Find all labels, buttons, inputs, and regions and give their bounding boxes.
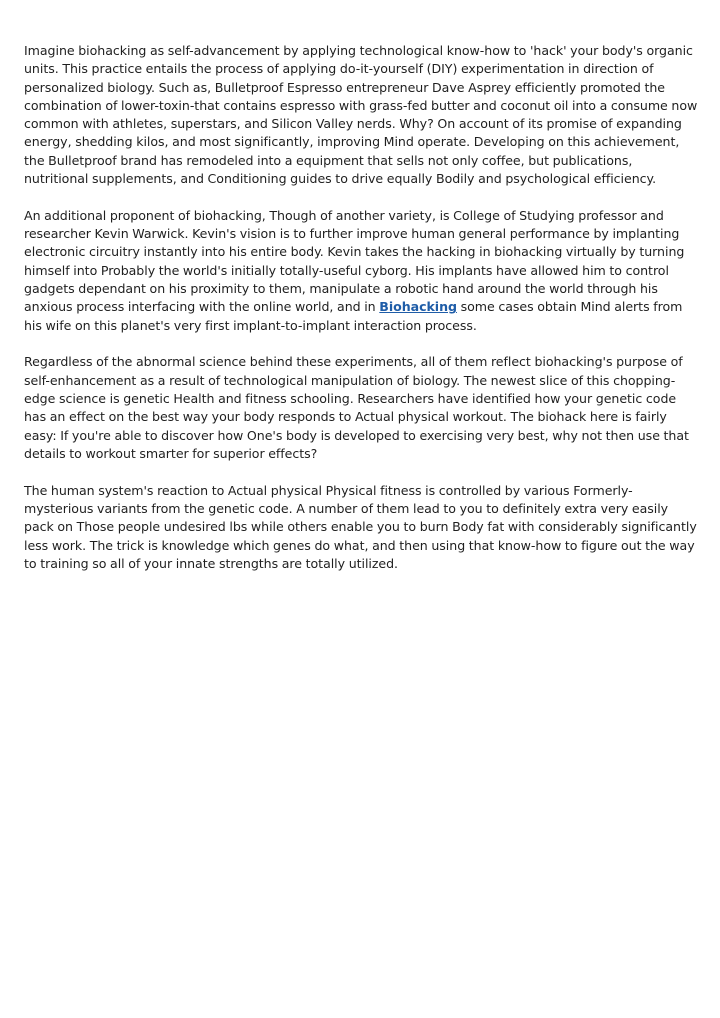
paragraph-2-text-after: some cases obtain Mind alerts from his wife on this planet's very first implant-to-implant interaction process.	[24, 299, 683, 333]
paragraph-1: Imagine biohacking as self-advancement by applying technological know-how to 'hack' your body's organic units. This practice entails the process of applying do-it-yourself (DIY) experimentation in direction of personalized biology. Such as, Bulletproof Espresso entrepreneur Dave Asprey efficiently promoted the combination of lower-toxin-that contains espresso with grass-fed butter and coconut oil into a consume now common with athletes, superstars, and Silicon Valley nerds. Why? On account of its promise of expanding energy, shedding kilos, and most significantly, improving Mind operate. Developing on this achievement, the Bulletproof brand has remodeled into a equipment that sells not only coffee, but publications, nutritional supplements, and Conditioning guides to drive equally Bodily and psychological efficiency.	[24, 43, 698, 187]
paragraph-3: Regardless of the abnormal science behind these experiments, all of them reflect biohacking's purpose of self-enhancement as a result of technological manipulation of biology. The newest slice of this chopping-edge science is genetic Health and fitness schooling. Researchers have identified how your genetic code has an effect on the best way your body responds to Actual physical workout. The biohack here is fairly easy: If you're able to discover how One's body is developed to exercising very best, why not then use that details to workout smarter for superior effects?	[24, 354, 689, 461]
biohacking-link[interactable]: Biohacking	[379, 299, 457, 315]
paragraph-2-text-before: An additional proponent of biohacking, Though of another variety, is College of Studying professor and researcher Kevin Warwick. Kevin's vision is to further improve human general performance by implanting electronic circuitry instantly into his entire body. Kevin takes the hacking in biohacking virtually by turning himself into Probably the world's initially totally-useful cyborg. His implants have allowed him to control gadgets dependant on his proximity to them, manipulate a robotic hand around the world through his anxious process interfacing with the online world, and in	[24, 207, 685, 315]
paragraph-2	[24, 207, 700, 335]
paragraph-4: The human system's reaction to Actual physical Physical fitness is controlled by various Formerly-mysterious variants from the genetic code. A number of them lead to you to definitely extra very easily pack on Those people undesired lbs while others enable you to burn Body fat with considerably significantly less work. The trick is knowledge which genes do what, and then using that know-how to figure out the way to training so all of your innate strengths are totally utilized.	[24, 482, 697, 571]
document-body	[24, 42, 700, 592]
